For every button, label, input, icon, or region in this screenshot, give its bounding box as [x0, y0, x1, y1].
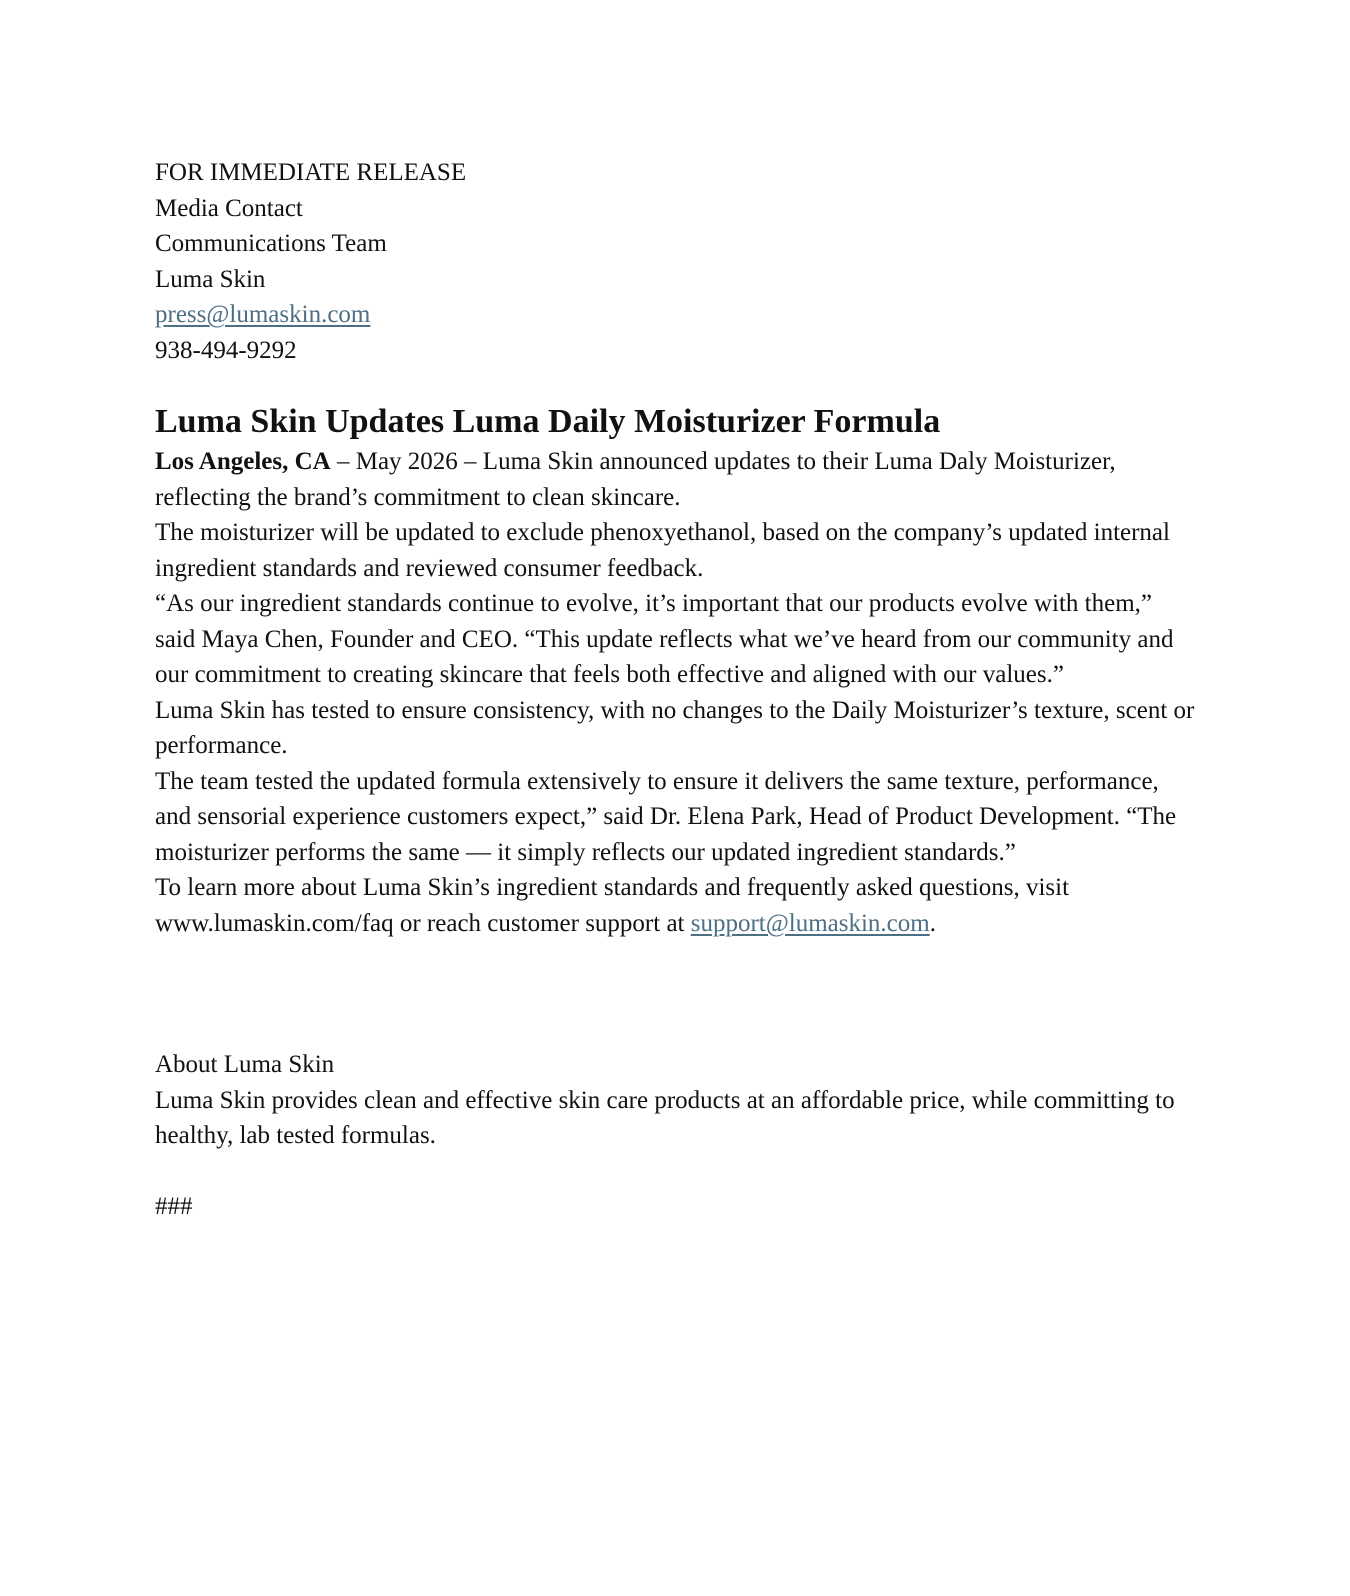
formula-change-paragraph: The moisturizer will be updated to exclude phenoxyethanol, based on the company’s updated internal ingredient standards and reviewed consumer feedback. [155, 519, 1170, 582]
ceo-quote-paragraph: “As our ingredient standards continue to evolve, it’s important that our products evolve with them,” said Maya Chen, Founder and CEO. “This update reflects what we’ve heard from our community and our commitment to creating skincare that feels both effective and aligned with our values.” [155, 590, 1174, 688]
contact-team: Communications Team [155, 230, 387, 257]
dateline-text: – May 2026 – Luma Skin announced updates to their Luma Daly Moisturizer, reflecting the brand’s commitment to clean skincare. [155, 448, 1116, 511]
learn-more-paragraph [155, 870, 1195, 941]
dateline-location: Los Angeles, CA [155, 448, 331, 475]
media-contact-block [155, 155, 1195, 368]
learn-more-text: To learn more about Luma Skin’s ingredient standards and frequently asked questions, visit www.lumaskin.com/faq or reach customer support at [155, 874, 1070, 937]
press-email-line [155, 297, 1195, 333]
product-head-quote-paragraph: The team tested the updated formula extensively to ensure it delivers the same texture, performance, and sensorial experience customers expect,” said Dr. Elena Park, Head of Product Development. “The moisturizer performs the same — it simply reflects our updated ingredient standards.” [155, 767, 1177, 866]
testing-paragraph: Luma Skin has tested to ensure consistency, with no changes to the Daily Moisturizer’s texture, scent or performance. [155, 696, 1195, 759]
contact-phone: 938-494-9292 [155, 336, 297, 364]
about-text: Luma Skin provides clean and effective skin care products at an affordable price, while committing to healthy, lab tested formulas. [155, 1086, 1175, 1149]
dateline-paragraph [155, 444, 1195, 515]
contact-company: Luma Skin [155, 265, 266, 293]
press-release-document [155, 155, 1195, 1224]
release-label: FOR IMMEDIATE RELEASE [155, 159, 467, 186]
end-mark: ### [155, 1192, 193, 1220]
press-release-title: Luma Skin Updates Luma Daily Moisturizer Formula [155, 403, 941, 440]
learn-more-period: . [929, 909, 936, 937]
support-email-link[interactable]: support@lumaskin.com [690, 909, 930, 937]
media-contact-label: Media Contact [155, 194, 303, 222]
about-heading: About Luma Skin [155, 1051, 335, 1078]
press-email-link[interactable]: press@lumaskin.com [155, 301, 371, 328]
